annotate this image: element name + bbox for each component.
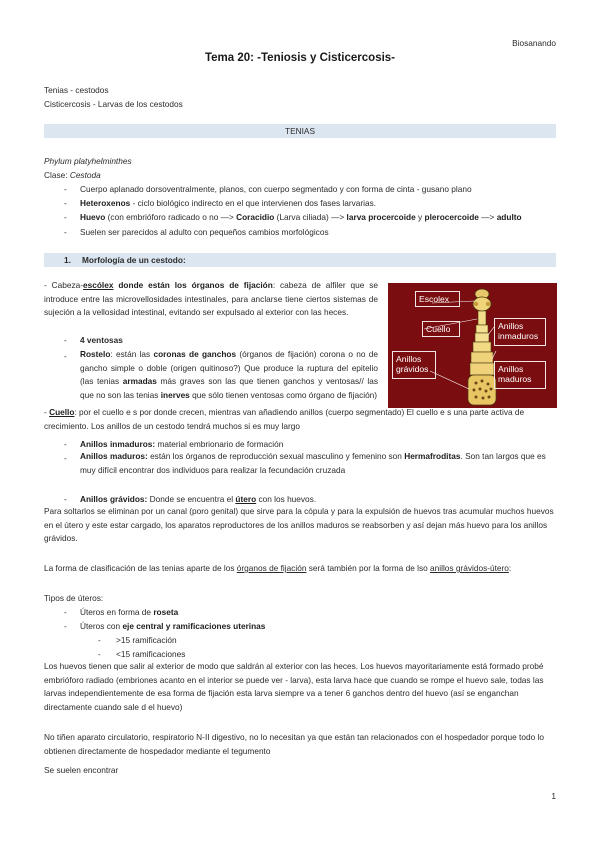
clasificacion-paragraph: La forma de clasificación de las tenias aparte de los órganos de fijación será también por la forma de lso anillos grávidos-útero:: [44, 563, 512, 573]
bullet-heteroxenos: Heteroxenos - ciclo biológico indirecto en el que intervienen dos fases larvarias.: [80, 198, 377, 208]
bullet-ciclo: Huevo (con embrióforo radicado o no —> Coracidio (Larva ciliada) —> larva procercoide y plerocercoide —> adulto: [80, 212, 522, 222]
cabeza-paragraph: - Cabeza-escólex donde están los órganos de fijación: cabeza de alfiler que se introduce entre las microvellosidades intestinales, para anclarse tiene ciertos sistemas de sujeción a la vellosidad intestinal, evitando ser expulsado al exterior con las heces.: [44, 280, 378, 318]
page-title: Tema 20: -Teniosis y Cisticercosis-: [204, 52, 396, 64]
huevos-paragraph: Los huevos tienen que salir al exterior de modo que saldrán al exterior con las heces. Los huevos mayoritariamente está formado probé embrióforo radiado (embriones acanto en el interior se puede ver - larva), esta larva hace que cuando se rompe el huevo sale, todas las larvas independientemente de esa forma de fijación esta larva siempre va a tener 6 ganchos dentro del huevo (así se enganchan directamente cuando sale d el huevo): [44, 661, 544, 712]
ventosas-item: 4 ventosas: [80, 335, 123, 345]
rostelo-item: Rostelo: están las coronas de ganchos (órganos de fijación) corona o no de gancho simple o doble (origen quitinoso?) Que produce la ruptura del epitelio (las tenias armadas más graves son las que tienen ganchos y ventosas// las que no son las tenias inerves que sólo tienen ventosas como órgano de fijación): [80, 349, 379, 400]
cuello-paragraph: - Cuello: por el cuello e s por donde crecen, mientras van añadiendo anillos (cuerpo segmentado) El cuello e s una parte activa de crecimiento. Los anillos de un cestodo tendrá muchos si es muy largo: [44, 407, 525, 431]
sub-ramificacion-1: >15 ramificación: [116, 635, 177, 645]
morph-heading-number: 1.: [64, 255, 71, 265]
anillos-inmaduros: Anillos inmaduros: material embrionario de formación: [80, 439, 284, 449]
clase: Clase: Cestoda: [44, 170, 101, 180]
anillos-gravidos: Anillos grávidos: Donde se encuentra el útero con los huevos.: [80, 494, 317, 504]
phylum: Phylum platyhelminthes: [44, 156, 132, 166]
morph-heading-text: Morfología de un cestodo:: [82, 255, 186, 265]
bullet-parecidos: Suelen ser parecidos al adulto con pequeños cambios morfológicos: [80, 227, 329, 237]
intro-line-1: Tenias - cestodos: [44, 85, 109, 95]
figure-label-maduros: Anillos maduros: [494, 361, 546, 389]
no-tinen-paragraph: No tiñen aparato circulatorio, respiratorio N-II digestivo, no lo necesitan ya que están tan relacionados con el hospedador porque todo lo obtienen directamente de hospedador mediante el tegumento: [44, 732, 544, 756]
page-number: 1: [551, 791, 556, 801]
figure-label-inmaduros: Anillos inmaduros: [494, 318, 546, 346]
figure-label-gravidos: Anillos grávidos: [392, 351, 436, 379]
header-author: Biosanando: [512, 38, 556, 48]
section-banner: TENIAS: [44, 124, 556, 138]
sub-ramificacion-2: <15 ramificaciones: [116, 649, 186, 659]
tipo-roseta: Úteros en forma de roseta: [80, 607, 179, 617]
intro-line-2: Cisticercosis - Larvas de los cestodos: [44, 99, 183, 109]
tipos-heading: Tipos de úteros:: [44, 593, 104, 603]
document-page: Biosanando Tema 20: -Teniosis y Cisticercosis- Tenias - cestodos Cisticercosis - Larvas de los cestodos TENIAS Phylum platyhelminthes Clase: Cestoda - Cuerpo aplanado dorsoventralmente, planos, con cuerpo segmentado y con forma de cinta - gusano plano - Heteroxenos - ciclo biológico indirecto en el que intervienen dos fases larvarias. - Huevo (con embrióforo radicado o no —> Coracidio (Larva ciliada) —> larva procercoide y plerocercoide —> adulto - Suelen ser parecidos al adulto con pequeños cambios morfológicos 1. Morfología de un cestodo: - Cabeza-escólex donde están los órganos de fijación: cabeza de alfiler que se introduce entre las microvellosidades intestinales, para anclarse tiene ciertos sistemas de sujeción a la vellosidad intestinal, evitando ser expulsado al exterior con las heces. - 4 ventosas - Rostelo: están las coronas de ganchos (órganos de fijación) corona o no de gancho simple o doble (origen quitinoso?) Que produce la ruptura del epitelio (las tenias armadas más graves son las que tienen ganchos y ventosas// las que no son las tenias inerves que sólo tienen ventosas como órgano de fijación) Escolex Cuello Anillos inmaduros Anillos maduros Anillos grávidos - Cuello: por el cuello e s por donde crecen, mientras van añadiendo anillos (cuerpo segmentado) El cuello e s una parte activa de crecimiento. Los anillos de un cestodo tendrá muchos si es muy largo - Anillos inmaduros: material embrionario de formación - Anillos maduros: están los órganos de reproducción sexual masculino y femenino son Hermafroditas. Son tan largos que es muy difícil encontrar dos individuos para realizar la fecundación cruzada - Anillos grávidos: Donde se encuentra el útero con los huevos. Para soltarlos se eliminan por un canal (poro genital) que sirve para la cópula y para la expulsión de huevos tras acumular muchos huevos en el útero y este estar cargado, los aparatos reproductores de los anillos maduros se reabsorben y así dejan más huevo para los anillos grávidos. La forma de clasificación de las tenias aparte de los órganos de fijación será también por la forma de lso anillos grávidos-útero: Tipos de úteros: - Úteros en forma de roseta - Úteros con eje central y ramificaciones uterinas - >15 ramificación - <15 ramificaciones Los huevos tienen que salir al exterior de modo que saldrán al exterior con las heces. Los huevos mayoritariamente está formado probé embrióforo radiado (embriones acanto en el interior se puede ver - larva), esta larva hace que cuando se rompe el huevo sale, todas las larvas independientemente de esa forma de fijación esta larva siempre va a tener 6 ganchos dentro del huevo (así se enganchan directamente cuando sale d el huevo) No tiñen aparato circulatorio, respiratorio N-II digestivo, no lo necesitan ya que están tan relacionados con el hospedador porque todo lo obtienen directamente de hospedador mediante el tegumento Se suelen encontrar 1: [0, 0, 600, 848]
se-suelen-encontrar: Se suelen encontrar: [44, 765, 119, 775]
tapeworm-figure: [388, 283, 557, 408]
figure-label-cuello: Cuello: [422, 321, 460, 337]
para-soltarlos-paragraph: Para soltarlos se eliminan por un canal (poro genital) que sirve para la cópula y para la expulsión de huevos tras acumular muchos huevos en el útero y este estar cargado, los aparatos reproductores de los anillos maduros se reabsorben y así dejan más huevo para los anillos grávidos.: [44, 506, 554, 544]
figure-label-escolex: Escolex: [415, 291, 460, 307]
bullet-cuerpo: Cuerpo aplanado dorsoventralmente, planos, con cuerpo segmentado y con forma de cinta - gusano plano: [80, 184, 472, 194]
anillos-maduros: Anillos maduros: están los órganos de reproducción sexual masculino y femenino son Hermafroditas. Son tan largos que es muy difícil encontrar dos individuos para realizar la fecundación cruzada: [80, 451, 546, 475]
tipo-eje-central: Úteros con eje central y ramificaciones uterinas: [80, 621, 266, 631]
morph-heading-banner: [44, 253, 556, 267]
